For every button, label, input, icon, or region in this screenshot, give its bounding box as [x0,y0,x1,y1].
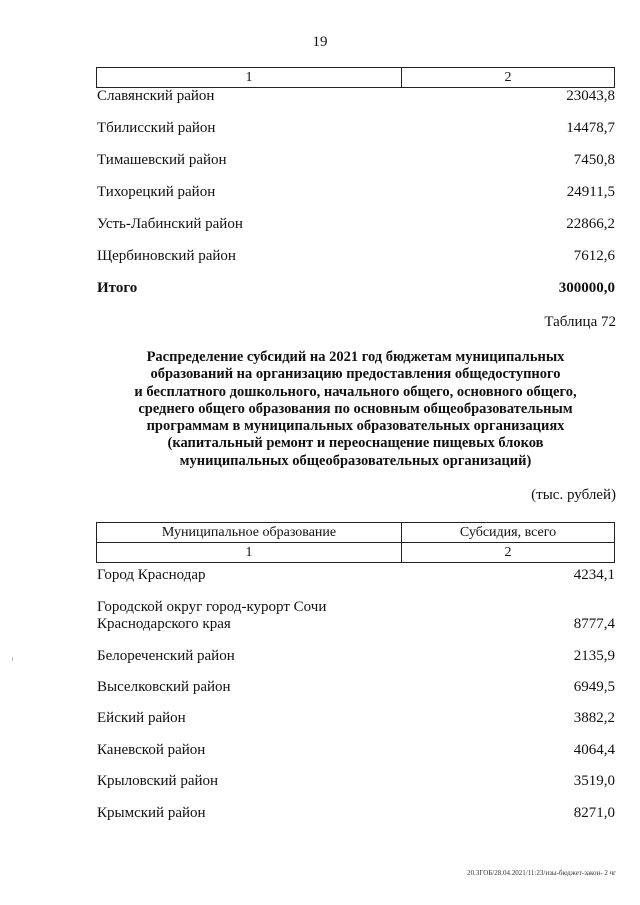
row-value: 22866,2 [566,216,615,232]
row-name: Щербиновский район [97,248,236,264]
row-value: 7450,8 [573,152,615,168]
row-name: Тбилисский район [97,120,216,136]
row-value: 2135,9 [573,648,615,664]
table2-header-col2: Субсидия, всего [459,525,557,540]
table-number-label: Таблица 72 [544,314,616,330]
title-line: программам в муниципальных образовательных организациях [146,418,565,435]
row-value: 23043,8 [566,88,615,104]
title-line: и бесплатного дошкольного, начального общего, основного общего, [134,383,577,400]
title-line: образований на организацию предоставления общедоступного [150,366,561,383]
total-value: 300000,0 [558,280,615,296]
row-name: Славянский район [97,88,215,104]
row-value: 8271,0 [573,805,615,821]
row-name: Крыловский район [97,773,219,789]
table2-header-col1: Муниципальное образование [97,523,402,542]
row-name: Крымский район [97,805,206,821]
row-name: Усть-Лабинский район [97,216,243,232]
table2-header-numbers [96,542,615,563]
row-value: 3519,0 [573,773,615,789]
row-value: 4234,1 [573,567,615,583]
scan-margin-mark [12,657,13,661]
units-label: (тыс. рублей) [531,487,616,503]
page-number: 19 [312,34,328,50]
total-label: Итого [97,280,138,296]
row-value: 6949,5 [573,679,615,695]
row-name: Тимашевский район [97,152,227,168]
table1-header [96,67,615,88]
document-footer-code: 20.3ГОБ/28.04.2021/11:23/изы-бюджет-закон- 2 чг [467,869,616,877]
title-line: Распределение субсидий на 2021 год бюджетам муниципальных [146,349,565,365]
row-value: 24911,5 [566,184,615,200]
table2-header-num2: 2 [504,545,512,560]
table1-header-col2: 2 [504,70,512,85]
table-title [96,349,615,470]
title-line: среднего общего образования по основным общеобразовательным [138,400,573,417]
row-value: 8777,4 [573,616,615,632]
table2-header-num1: 1 [97,543,402,562]
row-name: Городской округ город-курорт Сочи [97,599,327,615]
row-name-line2: Краснодарского края [97,616,231,632]
row-name: Ейский район [97,710,186,726]
table2-header-titles [96,522,615,543]
row-name: Тихорецкий район [97,184,216,200]
row-value: 3882,2 [573,710,615,726]
row-value: 7612,6 [573,248,615,264]
row-name: Город Краснодар [97,567,206,583]
row-name: Каневской район [97,742,206,758]
title-line: муниципальных общеобразовательных организаций) [179,452,532,469]
row-value: 4064,4 [573,742,615,758]
row-value: 14478,7 [566,120,615,136]
row-name: Белореченский район [97,648,235,664]
title-line: (капитальный ремонт и переоснащение пищевых блоков [167,435,544,452]
table1-header-col1: 1 [97,68,402,87]
row-name: Выселковский район [97,679,231,695]
